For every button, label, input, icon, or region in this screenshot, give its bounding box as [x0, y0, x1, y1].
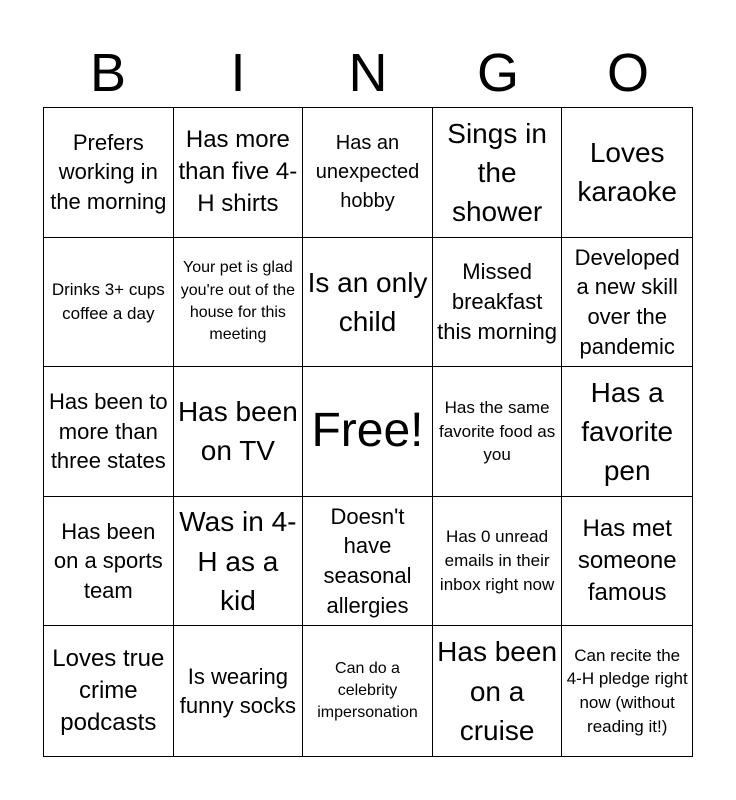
bingo-cell[interactable]: Missed breakfast this morning: [433, 238, 563, 368]
bingo-cell[interactable]: Was in 4-H as a kid: [174, 497, 304, 627]
bingo-cell[interactable]: Has been on a cruise: [433, 626, 563, 756]
bingo-cell[interactable]: Has an unexpected hobby: [303, 108, 433, 238]
bingo-cell[interactable]: Has been on TV: [174, 367, 304, 497]
bingo-header: [43, 40, 693, 106]
bingo-cell[interactable]: Has been to more than three states: [44, 367, 174, 497]
bingo-cell[interactable]: Can recite the 4-H pledge right now (without reading it!): [566, 645, 688, 736]
bingo-cell[interactable]: Loves karaoke: [562, 108, 692, 238]
bingo-cell[interactable]: Has been on a sports team: [44, 497, 174, 627]
header-letter-n: N: [348, 43, 388, 103]
bingo-cell[interactable]: Is wearing funny socks: [174, 626, 304, 756]
bingo-cell[interactable]: Has a favorite pen: [562, 367, 692, 497]
header-letter-o: O: [606, 43, 649, 103]
bingo-cell[interactable]: Has the same favorite food as you: [433, 367, 563, 497]
header-letter-b: B: [89, 43, 127, 103]
bingo-cell[interactable]: Prefers working in the morning: [44, 108, 174, 238]
bingo-cell[interactable]: Loves true crime podcasts: [44, 626, 174, 756]
header-letter-g: G: [476, 43, 519, 103]
bingo-cell[interactable]: Your pet is glad you're out of the house for this meeting: [174, 238, 304, 368]
free-space[interactable]: Free!: [303, 367, 433, 497]
bingo-cell[interactable]: Has 0 unread emails in their inbox right now: [433, 497, 563, 627]
bingo-cell[interactable]: Can do a celebrity impersonation: [303, 626, 433, 756]
bingo-cell[interactable]: Has met someone famous: [562, 497, 692, 627]
bingo-card-grid: [43, 107, 693, 757]
bingo-cell[interactable]: Has more than five 4-H shirts: [174, 108, 304, 238]
bingo-cell[interactable]: Drinks 3+ cups coffee a day: [44, 238, 174, 368]
bingo-cell[interactable]: Sings in the shower: [433, 108, 563, 238]
bingo-cell[interactable]: Doesn't have seasonal allergies: [303, 497, 433, 627]
bingo-cell[interactable]: Developed a new skill over the pandemic: [562, 238, 692, 368]
header-letter-i: I: [230, 43, 246, 103]
bingo-cell[interactable]: Is an only child: [303, 238, 433, 368]
